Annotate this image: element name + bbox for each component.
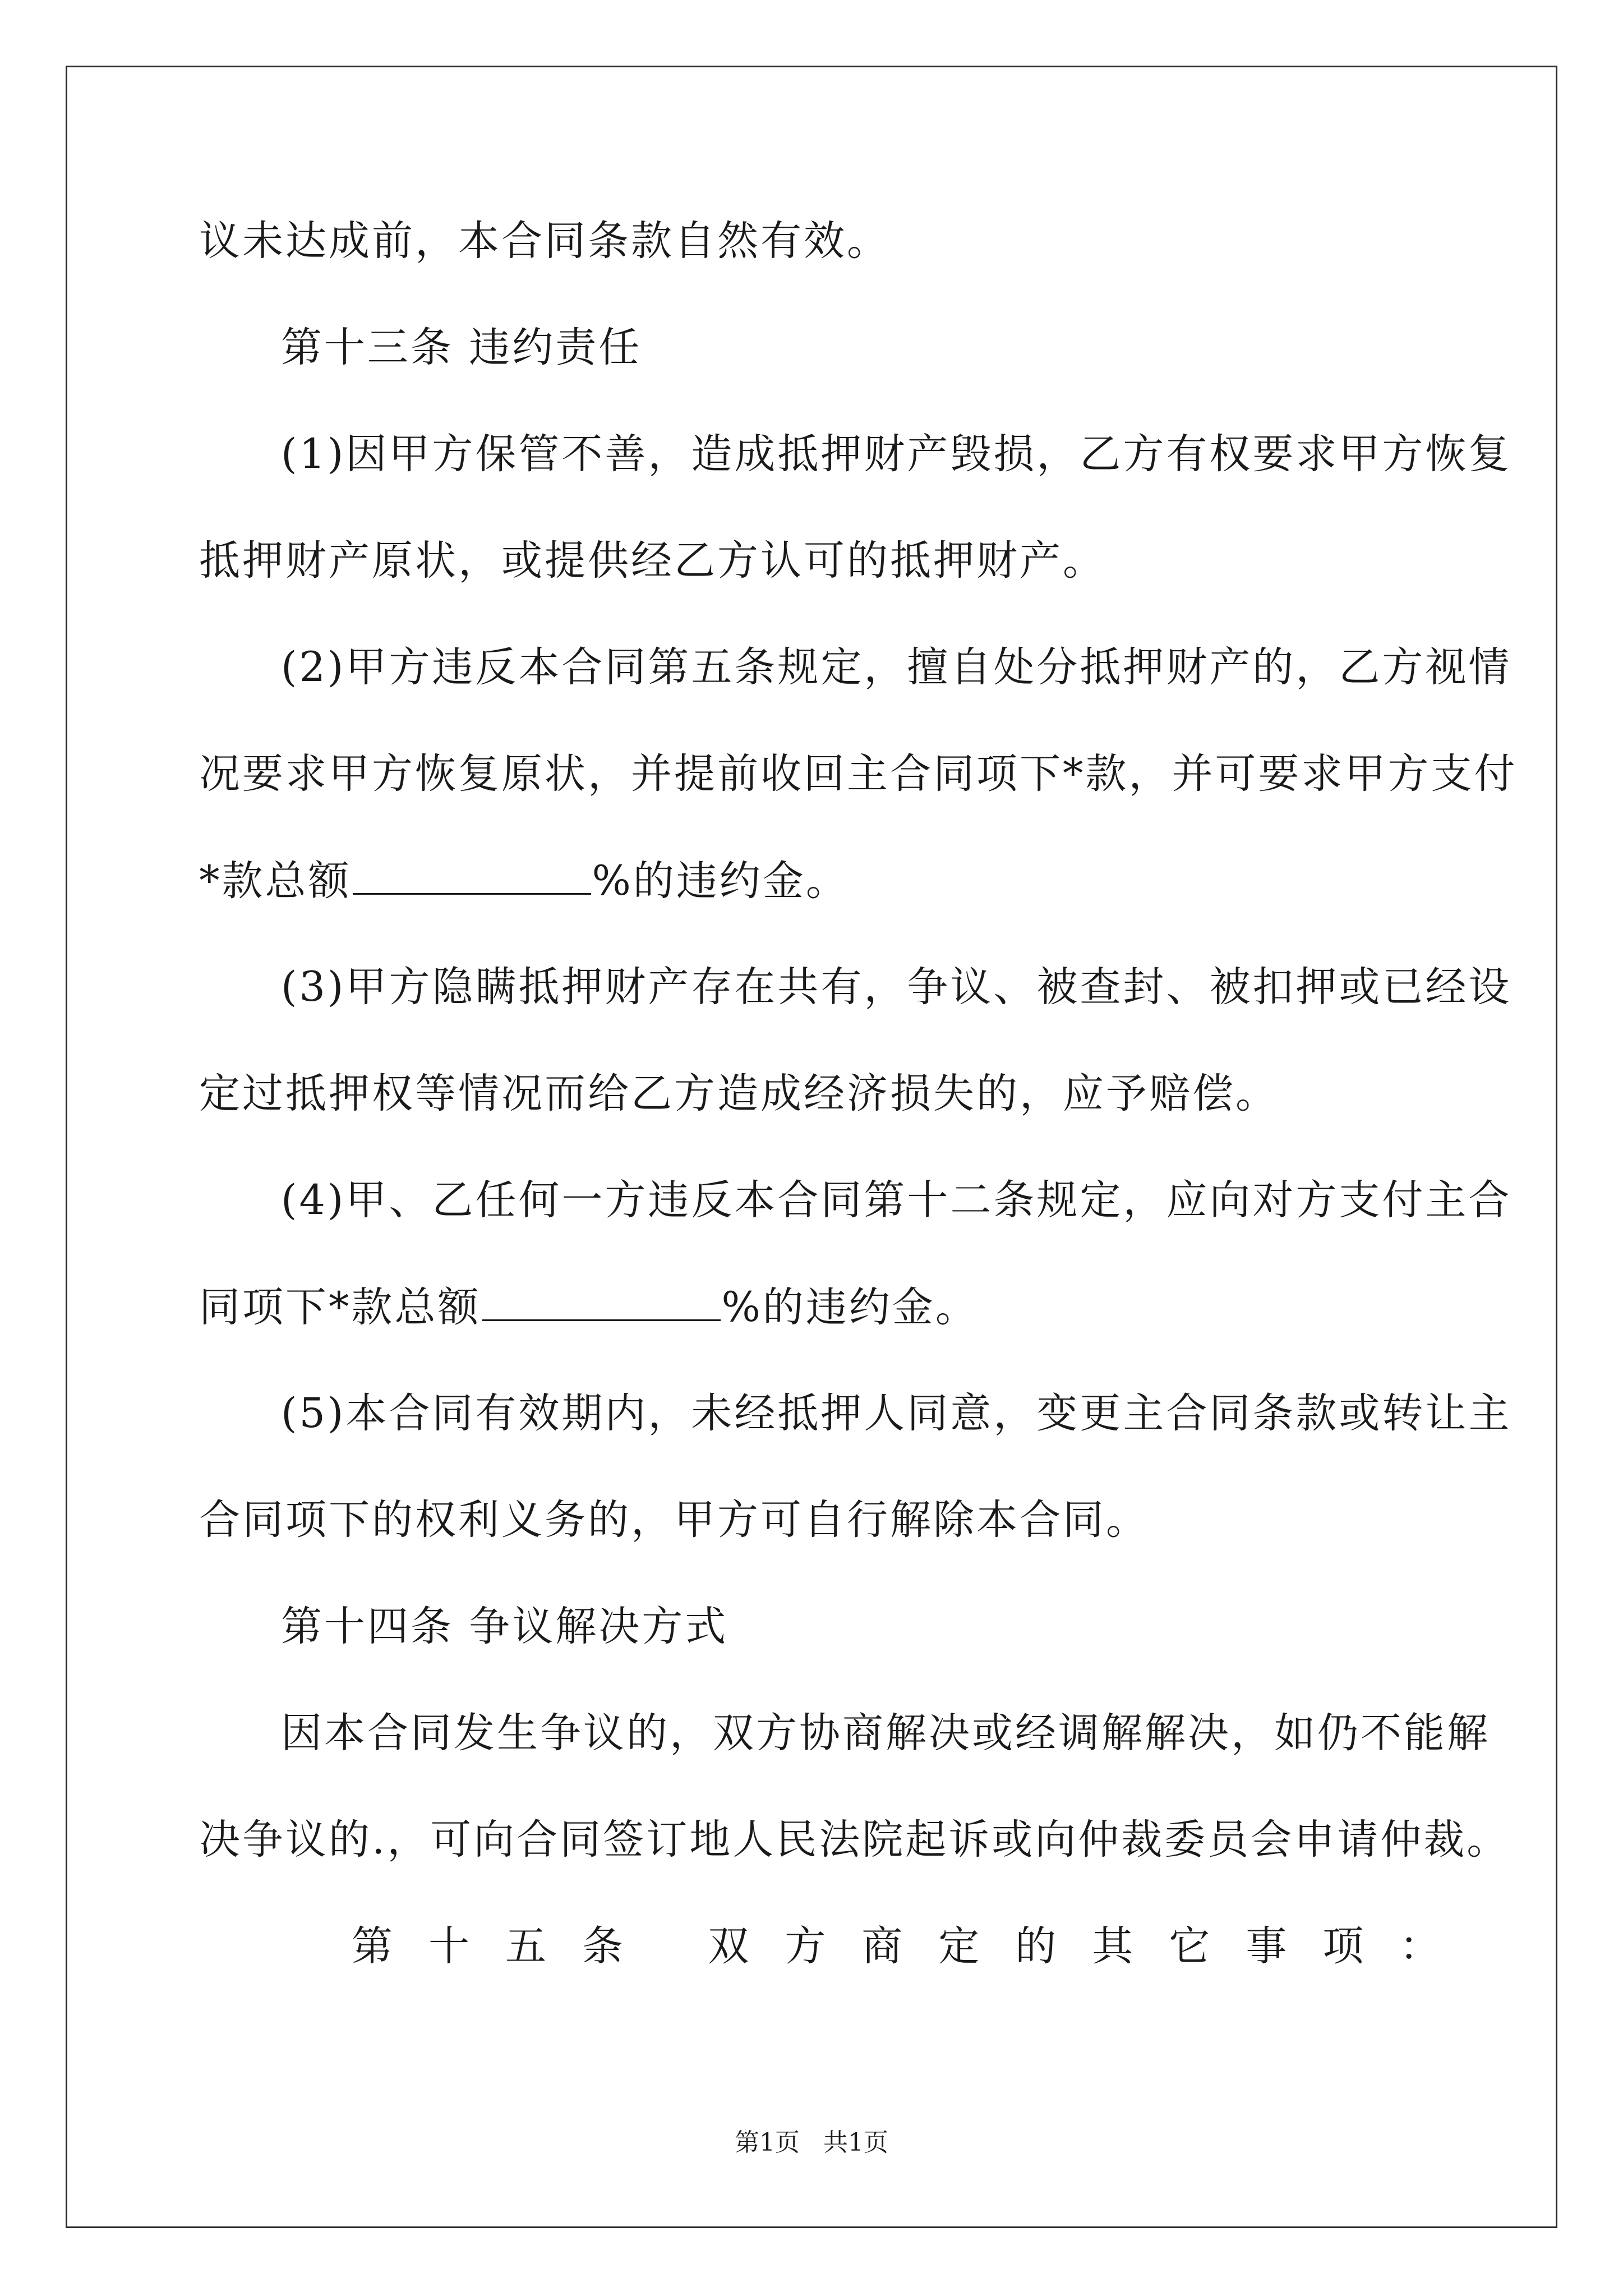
text-line: (5)本合同有效期内，未经抵押人同意，变更主合同条款或转让主 bbox=[281, 1389, 1512, 1437]
text-segment: %的违约金。 bbox=[721, 1283, 979, 1331]
text-line: (1)因甲方保管不善，造成抵押财产毁损，乙方有权要求甲方恢复 bbox=[281, 430, 1512, 478]
text-line: 因本合同发生争议的，双方协商解决或经调解解决，如仍不能解 bbox=[281, 1709, 1490, 1757]
text-line-with-blank bbox=[199, 1279, 979, 1335]
text-segment: %的违约金。 bbox=[592, 857, 849, 905]
text-line: 议未达成前，本合同条款自然有效。 bbox=[199, 217, 890, 265]
text-line: (4)甲、乙任何一方违反本合同第十二条规定，应向对方支付主合 bbox=[281, 1176, 1512, 1224]
text-segment: 同项下*款总额 bbox=[199, 1283, 481, 1331]
text-line: 定过抵押权等情况而给乙方造成经济损失的，应予赔偿。 bbox=[199, 1070, 1279, 1117]
section-heading: 第十四条 争议解决方式 bbox=[281, 1603, 728, 1650]
page-number: 第1页 bbox=[735, 2128, 800, 2157]
fill-in-blank bbox=[353, 853, 591, 895]
text-line: (3)甲方隐瞒抵押财产存在共有，争议、被查封、被扣押或已经设 bbox=[281, 963, 1512, 1011]
fill-in-blank bbox=[482, 1279, 721, 1321]
text-line: 况要求甲方恢复原状，并提前收回主合同项下*款，并可要求甲方支付 bbox=[199, 750, 1518, 798]
text-line: 抵押财产原状，或提供经乙方认可的抵押财产。 bbox=[199, 537, 1106, 585]
text-line-with-blank bbox=[199, 853, 849, 909]
section-heading: 第十三条 违约责任 bbox=[281, 324, 642, 371]
text-line: 合同项下的权利义务的，甲方可自行解除本合同。 bbox=[199, 1496, 1149, 1544]
page-total: 共1页 bbox=[823, 2128, 888, 2157]
page-footer bbox=[0, 2126, 1623, 2160]
text-line: (2)甲方违反本合同第五条规定，擅自处分抵押财产的，乙方视情 bbox=[281, 643, 1512, 691]
section-heading: 第十五条 双方商定的其它事项： bbox=[352, 1922, 1477, 1970]
text-line: 决争议的.，可向合同签订地人民法院起诉或向仲裁委员会申请仲裁。 bbox=[199, 1816, 1510, 1864]
text-segment: *款总额 bbox=[199, 857, 352, 905]
page-border bbox=[66, 66, 1557, 2228]
